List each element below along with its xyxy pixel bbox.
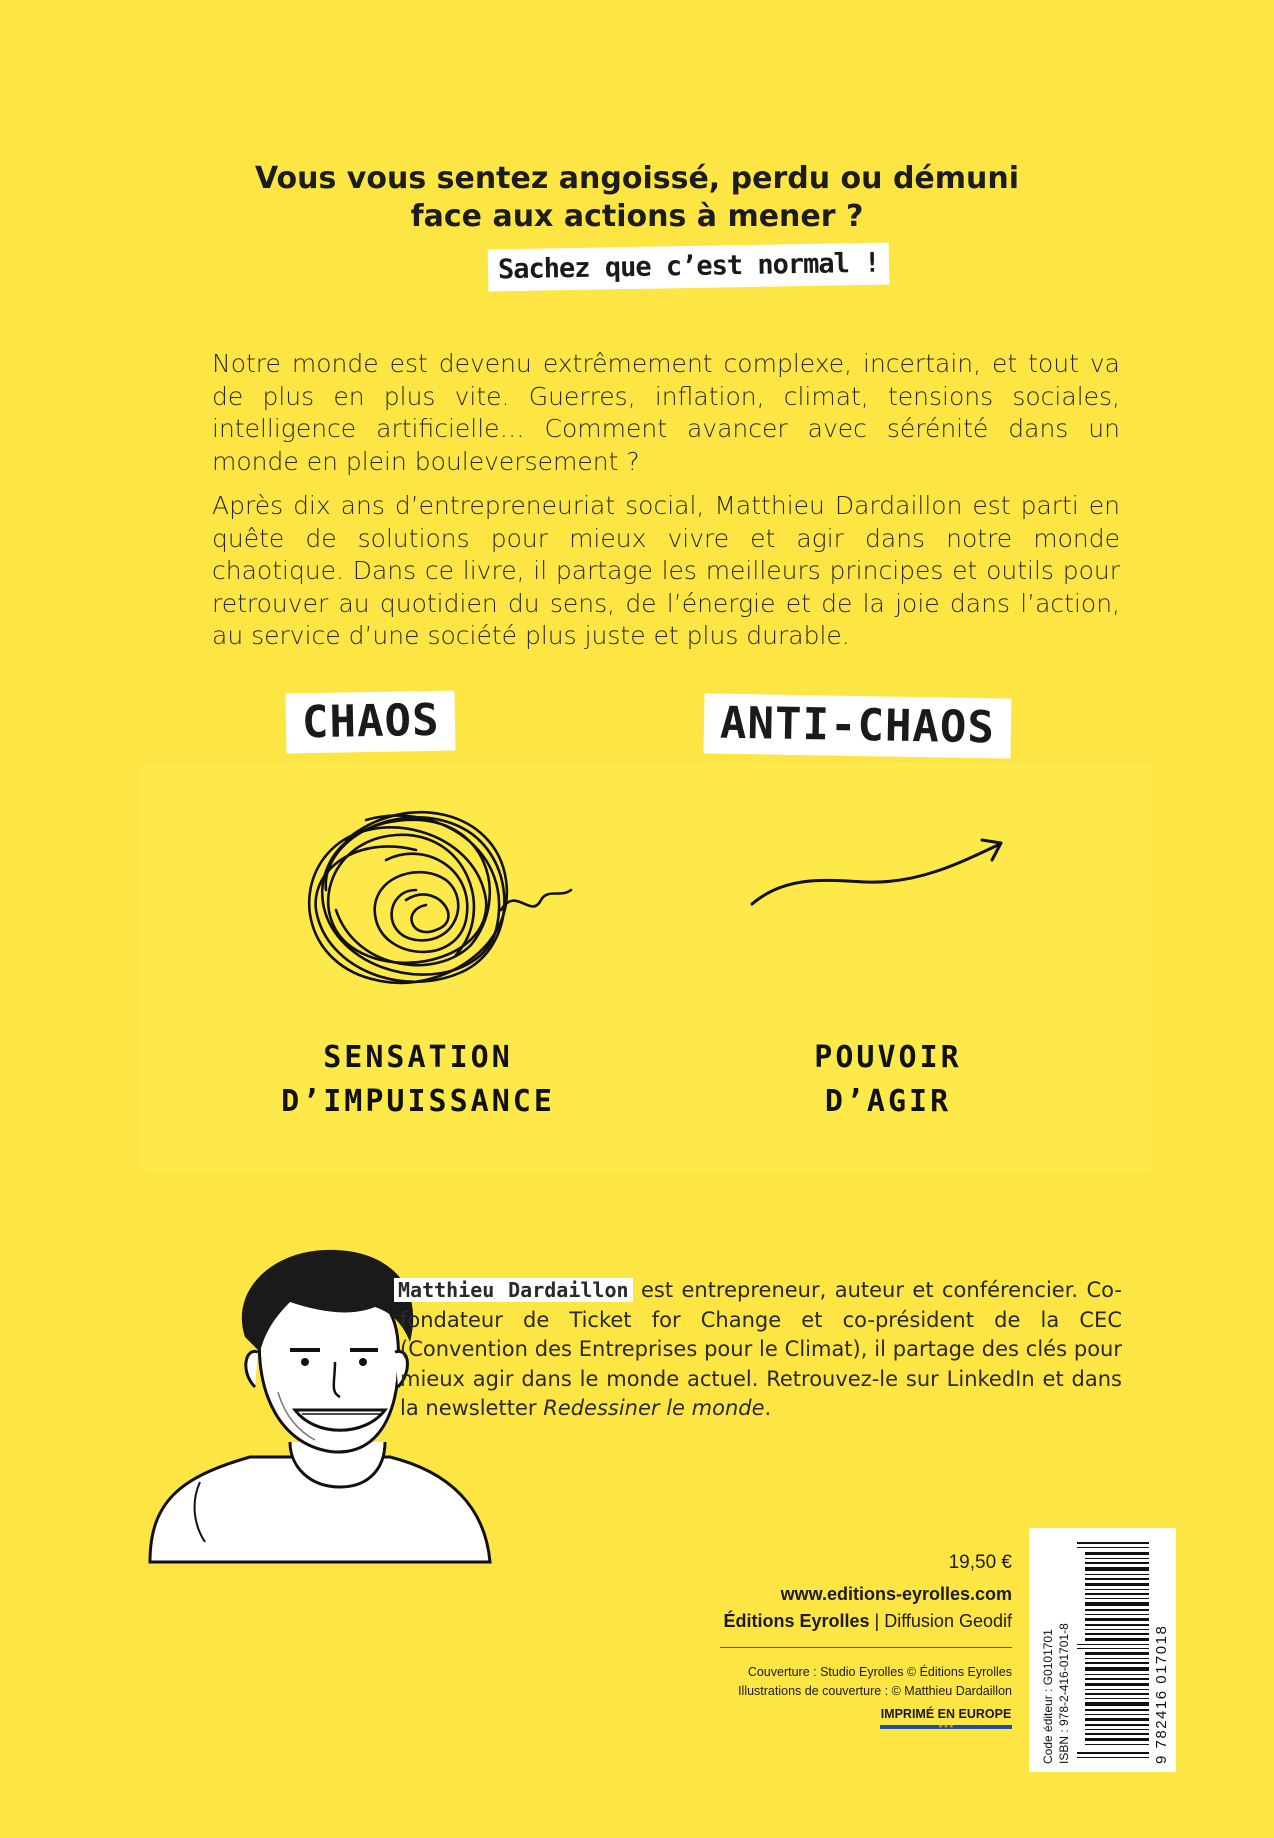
headline-line-2: face aux actions à mener ? xyxy=(410,199,864,234)
author-bio-end: . xyxy=(764,1396,772,1420)
arrow-icon xyxy=(746,830,1010,910)
left-caption-line-2: D’IMPUISSANCE xyxy=(281,1084,555,1119)
editor-code: Code éditeur : G0101701 xyxy=(1041,1629,1055,1764)
publisher-name: Éditions Eyrolles xyxy=(723,1611,870,1631)
barcode-digits: 9 782416 017018 xyxy=(1153,1624,1170,1764)
price: 19,50 € xyxy=(948,1552,1012,1573)
illustration-credit: Illustrations de couverture : © Matthieu Dardaillon xyxy=(738,1684,1012,1698)
intro-paragraph-1: Notre monde est devenu extrêmement complexe, incertain, et tout va de plus en plus vite. Guerres, inflation, climat, tensions sociales, intelligence artificielle… Comment avancer avec sérénité dans un monde en plein bouleversement ? xyxy=(212,349,1120,476)
barcode-icon xyxy=(1077,1540,1149,1762)
newsletter-title: Redessiner le monde xyxy=(543,1396,765,1420)
anti-chaos-title: ANTI-CHAOS xyxy=(703,693,1011,758)
author-bio-text: est entrepreneur, auteur et conférencier. Co-fondateur de Ticket for Change et co-président de la CEC (Convention des Entreprises pour le Climat), il partage des clés pour mieux agir dans le monde actuel. Retrouvez-le sur LinkedIn et dans la newsletter xyxy=(400,1278,1122,1420)
publisher-line xyxy=(640,1611,1012,1632)
scribble-icon xyxy=(286,780,586,1000)
eu-stars-icon: ★★★ xyxy=(937,1724,955,1730)
intro-paragraph-2: Après dix ans d’entrepreneuriat social, Matthieu Dardaillon est parti en quête de solutions pour mieux vivre et agir dans notre monde chaotique. Dans ce livre, il partage les meilleurs principes et outils pour retrouver au quotidien du sens, de l’énergie et de la joie dans l’action, au service d’une société plus juste et plus durable. xyxy=(212,491,1120,650)
publisher-separator: | xyxy=(874,1611,880,1631)
barcode-box xyxy=(1029,1528,1176,1772)
right-caption-line-1: POUVOIR xyxy=(814,1040,962,1075)
left-caption-line-1: SENSATION xyxy=(323,1040,513,1075)
printed-in-europe: IMPRIMÉ EN EUROPE xyxy=(880,1707,1012,1721)
isbn: ISBN : 978-2-416-01701-8 xyxy=(1057,1623,1071,1764)
author-name: Matthieu Dardaillon xyxy=(394,1278,633,1302)
headline-line-1: Vous vous sentez angoissé, perdu ou démuni xyxy=(254,161,1020,196)
distribution: Diffusion Geodif xyxy=(884,1611,1012,1631)
normal-tag: Sachez que c’est normal ! xyxy=(488,243,890,292)
right-caption-line-2: D’AGIR xyxy=(824,1084,952,1119)
author-bio xyxy=(400,1276,1122,1424)
chaos-title: CHAOS xyxy=(285,691,455,754)
website-link[interactable]: www.editions-eyrolles.com xyxy=(780,1584,1012,1604)
cover-credit: Couverture : Studio Eyrolles © Éditions Eyrolles xyxy=(747,1665,1012,1679)
divider xyxy=(720,1647,1012,1648)
